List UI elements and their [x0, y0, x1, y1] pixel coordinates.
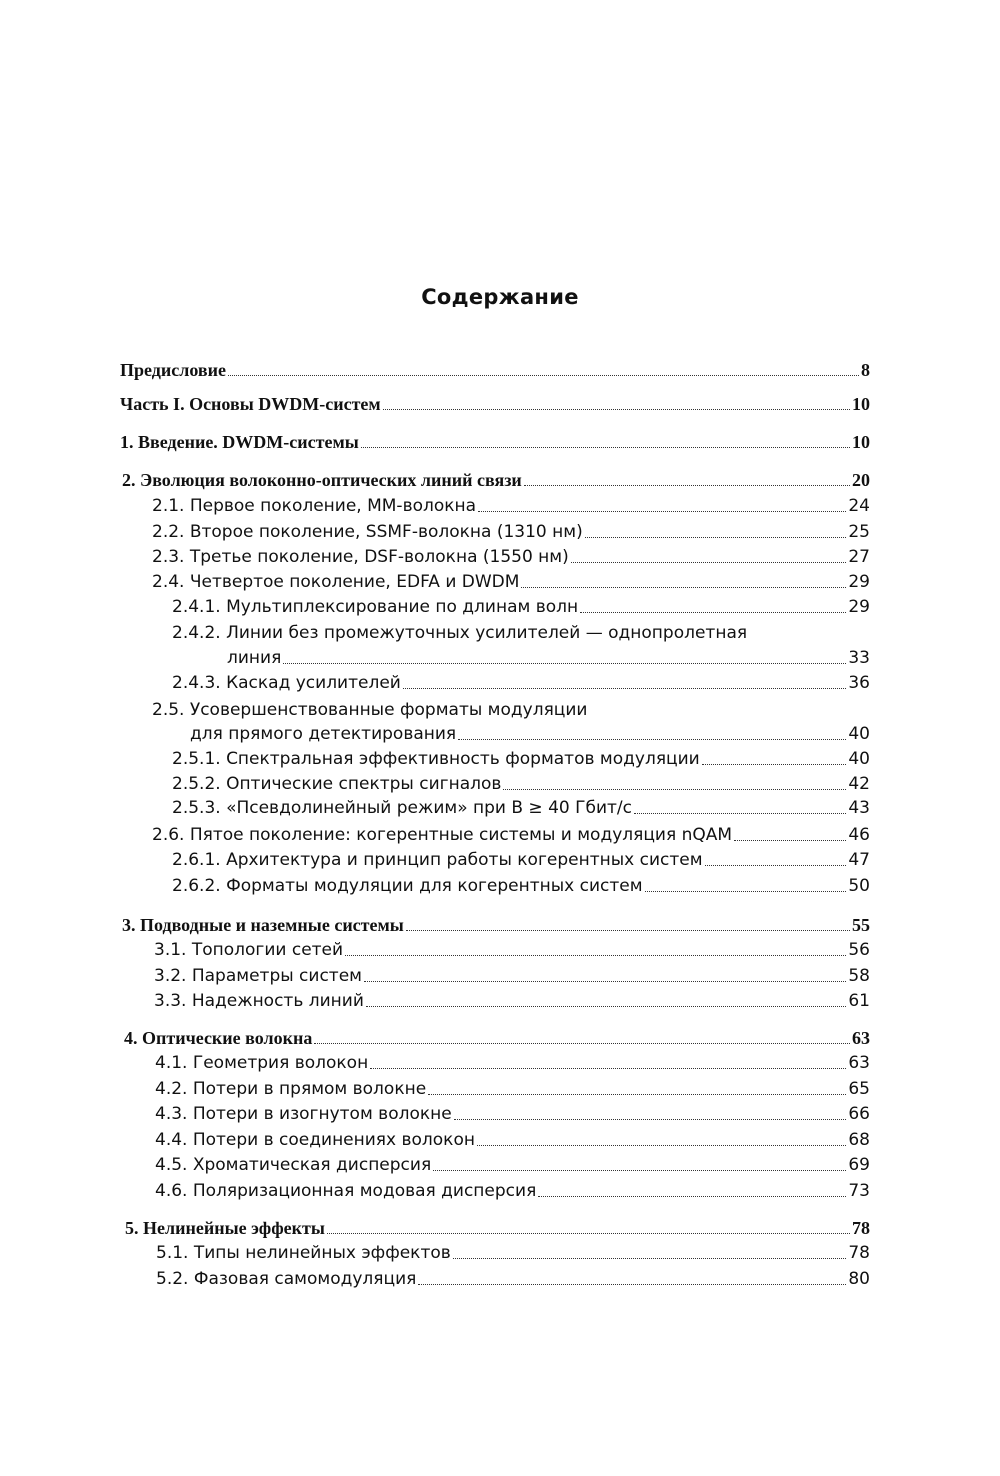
toc-entry-page-number: 63: [848, 1053, 870, 1073]
toc-entry-title: 2.6.2. Форматы модуляции для когерентных систем: [172, 876, 643, 896]
dot-leader: [228, 375, 859, 376]
toc-entry-title: для прямого детектирования: [190, 724, 457, 744]
toc-entry[interactable]: [172, 669, 870, 693]
dot-leader: [478, 511, 846, 512]
toc-entry[interactable]: [120, 356, 870, 380]
toc-entry-page-number: 43: [848, 798, 870, 818]
toc-entry-title: 5. Нелинейные эффекты: [125, 1218, 325, 1238]
toc-entry-page-number: 65: [848, 1079, 870, 1099]
toc-entry-page-number: 66: [848, 1104, 870, 1124]
toc-entry[interactable]: [172, 846, 870, 870]
toc-entry[interactable]: [227, 644, 870, 668]
dot-leader: [580, 612, 846, 613]
toc-entry-first-line: 2.4.2. Линии без промежуточных усилителей — однопролетная: [172, 623, 748, 643]
toc-entry-page-number: 63: [852, 1028, 870, 1048]
toc-entry-title: Часть I. Основы DWDM-систем: [120, 394, 381, 414]
toc-entry-page-number: 36: [848, 673, 870, 693]
toc-entry-title: 2. Эволюция волоконно-оптических линий связи: [122, 470, 522, 490]
toc-entry-title: 5.1. Типы нелинейных эффектов: [156, 1243, 451, 1263]
dot-leader: [477, 1145, 846, 1146]
toc-entry[interactable]: [172, 745, 870, 769]
toc-entry-title: 2.1. Первое поколение, ММ-волокна: [152, 496, 477, 516]
page-title: Содержание: [421, 285, 579, 309]
toc-entry-title: 5.2. Фазовая самомодуляция: [156, 1269, 417, 1289]
toc-entry[interactable]: [172, 794, 870, 818]
toc-entry-title: 3.1. Топологии сетей: [154, 940, 344, 960]
toc-entry[interactable]: [172, 770, 870, 794]
toc-entry[interactable]: [155, 1126, 870, 1150]
toc-entry-title: Предисловие: [120, 360, 226, 380]
toc-entry-page-number: 78: [848, 1243, 870, 1263]
toc-entry-page-number: 78: [852, 1218, 870, 1238]
toc-entry-title: линия: [227, 648, 282, 668]
toc-entry-page-number: 47: [848, 850, 870, 870]
dot-leader: [370, 1068, 846, 1069]
toc-entry-page-number: 73: [848, 1181, 870, 1201]
toc-entry-page-number: 56: [848, 940, 870, 960]
dot-leader: [538, 1196, 846, 1197]
dot-leader: [524, 485, 850, 486]
toc-entry-page-number: 42: [848, 774, 870, 794]
toc-entry[interactable]: [172, 593, 870, 617]
dot-leader: [634, 813, 846, 814]
toc-entry-page-number: 10: [852, 394, 870, 414]
toc-entry[interactable]: [190, 720, 870, 744]
toc-entry-page-number: 29: [848, 572, 870, 592]
toc-entry[interactable]: [155, 1177, 870, 1201]
dot-leader: [571, 562, 847, 563]
toc-entry[interactable]: [154, 936, 870, 960]
toc-entry-page-number: 68: [848, 1130, 870, 1150]
dot-leader: [645, 891, 847, 892]
dot-leader: [428, 1094, 846, 1095]
toc-entry-page-number: 24: [848, 496, 870, 516]
toc-entry[interactable]: [122, 466, 870, 490]
toc-entry-title: 4.5. Хроматическая дисперсия: [155, 1155, 432, 1175]
toc-entry-page-number: 27: [848, 547, 870, 567]
toc-entry-page-number: 10: [852, 432, 870, 452]
dot-leader: [406, 930, 850, 931]
toc-entry-title: 4.1. Геометрия волокон: [155, 1053, 369, 1073]
toc-entry-title: 4.2. Потери в прямом волокне: [155, 1079, 427, 1099]
dot-leader: [453, 1258, 847, 1259]
dot-leader: [364, 981, 846, 982]
toc-entry[interactable]: [156, 1239, 870, 1263]
toc-entry[interactable]: [152, 518, 870, 542]
dot-leader: [702, 764, 847, 765]
toc-entry[interactable]: [154, 987, 870, 1011]
toc-entry[interactable]: [154, 962, 870, 986]
toc-entry-page-number: 20: [852, 470, 870, 490]
dot-leader: [503, 789, 846, 790]
toc-entry-page-number: 80: [848, 1269, 870, 1289]
toc-entry[interactable]: [124, 1024, 870, 1048]
dot-leader: [458, 739, 846, 740]
toc-entry[interactable]: [152, 492, 870, 516]
toc-entry[interactable]: [125, 1214, 870, 1238]
dot-leader: [345, 955, 846, 956]
toc-entry[interactable]: [120, 390, 870, 414]
toc-entry[interactable]: [152, 821, 870, 845]
toc-entry-title: 3.2. Параметры систем: [154, 966, 362, 986]
toc-entry-title: 2.3. Третье поколение, DSF-волокна (1550 нм): [152, 547, 569, 567]
toc-entry[interactable]: [155, 1151, 870, 1175]
dot-leader: [403, 688, 847, 689]
dot-leader: [454, 1119, 847, 1120]
toc-entry-page-number: 58: [848, 966, 870, 986]
toc-entry-page-number: 8: [861, 360, 870, 380]
toc-entry-page-number: 33: [848, 648, 870, 668]
toc-entry-title: 2.6. Пятое поколение: когерентные системы и модуляция nQAM: [152, 825, 733, 845]
toc-entry-page-number: 50: [848, 876, 870, 896]
dot-leader: [283, 663, 846, 664]
dot-leader: [314, 1043, 850, 1044]
toc-entry-title: 2.5.3. «Псевдолинейный режим» при B ≥ 40 Гбит/с: [172, 798, 632, 818]
toc-entry-page-number: 46: [848, 825, 870, 845]
toc-entry-first-line: 2.5. Усовершенствованные форматы модуляции: [152, 700, 588, 720]
toc-entry[interactable]: [152, 568, 870, 592]
dot-leader: [521, 587, 846, 588]
toc-entry-title: 2.4.3. Каскад усилителей: [172, 673, 401, 693]
dot-leader: [585, 537, 847, 538]
toc-entry[interactable]: [155, 1049, 870, 1073]
toc-entry-page-number: 61: [848, 991, 870, 1011]
toc-entry-page-number: 69: [848, 1155, 870, 1175]
toc-entry[interactable]: [156, 1265, 870, 1289]
dot-leader: [433, 1170, 846, 1171]
dot-leader: [327, 1233, 850, 1234]
toc-entry[interactable]: [120, 428, 870, 452]
toc-entry-title: 4. Оптические волокна: [124, 1028, 313, 1048]
toc-entry-title: 1. Введение. DWDM-системы: [120, 432, 359, 452]
toc-entry[interactable]: [152, 543, 870, 567]
toc-entry[interactable]: [122, 911, 870, 935]
toc-entry-title: 2.5.1. Спектральная эффективность форматов модуляции: [172, 749, 700, 769]
toc-entry-title: 2.4. Четвертое поколение, EDFA и DWDM: [152, 572, 520, 592]
toc-entry-title: 3. Подводные и наземные системы: [122, 915, 404, 935]
dot-leader: [366, 1006, 846, 1007]
toc-entry-page-number: 25: [848, 522, 870, 542]
toc-entry-title: 2.2. Второе поколение, SSMF-волокна (1310 нм): [152, 522, 583, 542]
toc-entry-page-number: 55: [852, 915, 870, 935]
dot-leader: [383, 409, 850, 410]
toc-entry-title: 2.6.1. Архитектура и принцип работы когерентных систем: [172, 850, 703, 870]
toc-entry-title: 2.5.2. Оптические спектры сигналов: [172, 774, 502, 794]
toc-entry[interactable]: [172, 872, 870, 896]
dot-leader: [418, 1284, 846, 1285]
dot-leader: [734, 840, 846, 841]
toc-entry-title: 4.4. Потери в соединениях волокон: [155, 1130, 475, 1150]
toc-entry-title: 2.4.1. Мультиплексирование по длинам волн: [172, 597, 579, 617]
dot-leader: [705, 865, 847, 866]
toc-entry-title: 4.3. Потери в изогнутом волокне: [155, 1104, 452, 1124]
toc-entry-title: 4.6. Поляризационная модовая дисперсия: [155, 1181, 537, 1201]
toc-entry[interactable]: [155, 1100, 870, 1124]
toc-entry-page-number: 40: [848, 724, 870, 744]
toc-entry-page-number: 40: [848, 749, 870, 769]
dot-leader: [361, 447, 850, 448]
toc-entry[interactable]: [155, 1075, 870, 1099]
toc-entry-title: 3.3. Надежность линий: [154, 991, 364, 1011]
toc-entry-page-number: 29: [848, 597, 870, 617]
